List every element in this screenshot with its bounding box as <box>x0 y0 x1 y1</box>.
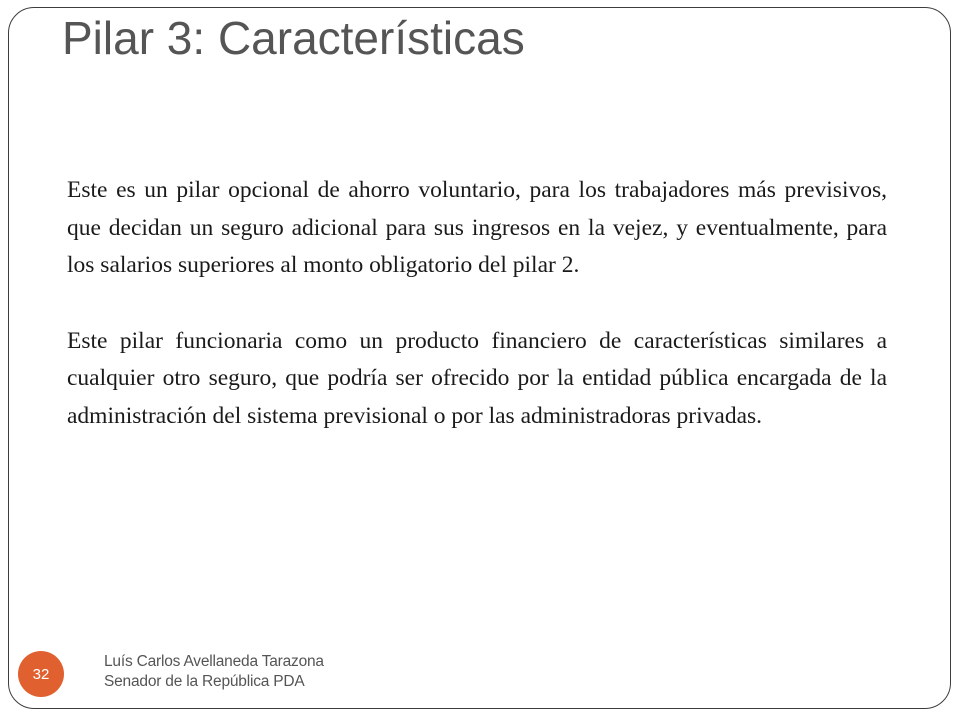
footer-author: Luís Carlos Avellaneda Tarazona <box>104 653 324 670</box>
page-number-badge <box>18 651 64 697</box>
body-paragraph-2: Este pilar funcionaria como un producto financiero de características similares a cualquier otro seguro, que podría ser ofrecido por la entidad pública encargada de la administración del sistema previsional o por las administradoras privadas. <box>67 327 887 429</box>
footer-role: Senador de la República PDA <box>104 673 305 690</box>
slide-title: Pilar 3: Características <box>62 12 525 64</box>
body-paragraph-1: Este es un pilar opcional de ahorro voluntario, para los trabajadores más previsivos, que decidan un seguro adicional para sus ingresos en la vejez, y eventualmente, para los salarios superiores al monto obligatorio del pilar 2. <box>67 177 887 279</box>
slide-body <box>67 172 887 436</box>
slide-footer <box>104 652 324 692</box>
page-number: 32 <box>32 665 50 683</box>
